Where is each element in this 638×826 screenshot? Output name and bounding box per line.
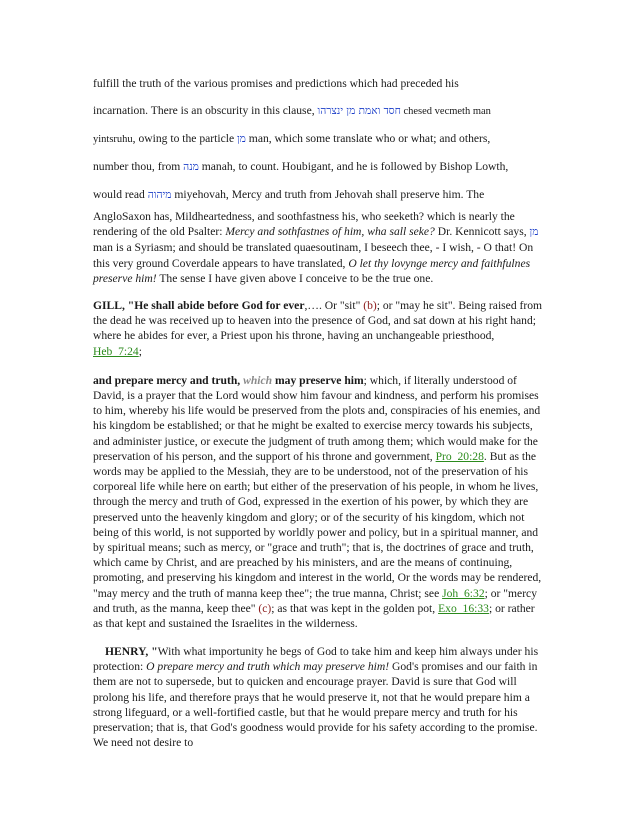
scripture-reference-link[interactable]: Joh_6:32 xyxy=(442,586,485,600)
text-run: Dr. Kennicott says, xyxy=(434,225,530,239)
scripture-reference-link[interactable]: Pro_20:28 xyxy=(435,449,484,463)
commentary-continuation xyxy=(93,70,545,286)
commentator-heading: HENRY, " xyxy=(105,645,158,658)
hebrew-text: מיהוה xyxy=(147,189,172,201)
text-run: ; or "mercy and truth, as the manna, keep thee" xyxy=(93,586,538,615)
text-run: ; which, if literally understood of David, is a prayer that the Lord would show him favour and kindness, and perform his promises to him, whereby his life would be preserved from the plots and, conspiracies of his enemies, and his kingdom be established; or that he might be exalted to exercise mercy towards his subjects, and administer justice, or execute the judgment of truth among them; which would make for the preservation of his person, and the support of his throne and government, xyxy=(93,373,541,463)
bold-phrase: may preserve him xyxy=(272,373,364,387)
text-run: would read xyxy=(93,188,148,201)
paragraph xyxy=(93,644,545,750)
italic-quote: Mercy and sothfastnes of him, wha sall seke? xyxy=(225,225,435,239)
text-run: The sense I have given above I conceive to be the true one. xyxy=(156,271,434,285)
text-run: ; as that was kept in the golden pot, xyxy=(271,601,439,615)
footnote-link[interactable]: (c) xyxy=(258,601,272,615)
text-run: incarnation. There is an obscurity in this clause, xyxy=(93,104,318,117)
text-run: ; or rather as that kept and sustained the Israelites in the wilderness. xyxy=(93,601,535,631)
text-run: With what importunity he begs of God to take him and keep him always under his protection: xyxy=(93,645,539,674)
hebrew-text: מן xyxy=(237,133,246,145)
paragraph-line xyxy=(93,70,545,97)
hebrew-text: חסד ואמת מן ינצרהו xyxy=(317,105,401,117)
hebrew-text: מנה xyxy=(183,161,199,173)
transliteration: chesed vecmeth man xyxy=(400,106,491,117)
text-run: AngloSaxon has, Mildheartedness, and soothfastness his, who seeketh? which is nearly the rendering of the old Psalter: xyxy=(93,210,515,239)
text-run: manah, to count. Houbigant, and he is followed by Bishop Lowth, xyxy=(198,160,509,173)
henry-commentary xyxy=(93,644,545,750)
transliteration: yintsruhu xyxy=(93,134,133,145)
paragraph-line xyxy=(93,153,545,181)
paragraph-line xyxy=(93,125,545,153)
paragraph xyxy=(93,298,545,359)
text-run: number thou, from xyxy=(93,160,184,173)
text-run: , owing to the particle xyxy=(132,132,237,145)
supplied-word: which xyxy=(243,373,273,387)
text-run: . But as the words may be applied to the Messiah, they are to be understood, not of the preservation of his corporeal life while here on earth; but either of the preservation of his people, in whom he lives, through the mercy and truth of God, expressed in the exertion of his power, by which they are preserved unto the heavenly kingdom and glory; or of the security of his kingdom, which not being of this world, is not supported by worldly power and policy, but in a spiritual manner, and by spiritual means; such as mercy, or "grace and truth"; that is, the doctrines of grace and truth, which came by Christ, and are preached by his ministers, and are the means of continuing, promoting, and preserving his kingdom and interest in the world, Or the words may be rendered, "may mercy and the truth of manna keep thee"; the true manna, Christ; see xyxy=(93,449,542,600)
text-run: ; or "may he sit". Being raised from the dead he was received up to heaven into the presence of God, and sat down at his right hand; where he abides for ever, a Priest upon his throne, having an unchangeable priesthood, xyxy=(93,299,543,343)
italic-quote: O prepare mercy and truth which may preserve him! xyxy=(146,660,390,674)
paragraph-line xyxy=(93,181,545,209)
text-line: fulfill the truth of the various promises and predictions which had preceded his xyxy=(93,77,459,90)
paragraph xyxy=(93,209,545,286)
text-run: miyehovah, Mercy and truth from Jehovah shall preserve him. The xyxy=(171,188,485,201)
paragraph xyxy=(93,373,545,631)
text-run: ; xyxy=(138,344,142,358)
text-run: ,…. Or "sit" xyxy=(304,299,364,312)
gill-commentary xyxy=(93,298,545,631)
commentator-heading: GILL, "He shall abide before God for ever xyxy=(93,299,305,312)
text-run: man is a Syriasm; and should be translated quaesoutinam, I beseech thee, - I wish, - O that! On this very ground Coverdale appears to have translated, xyxy=(93,241,534,270)
scripture-reference-link[interactable]: Heb_7:24 xyxy=(93,344,139,358)
text-run: man, which some translate who or what; and others, xyxy=(245,132,491,145)
text-run: God's promises and our faith in them are not to supersede, but to quicken and encourage prayer. David is sure that God will prolong his life, and therefore prays that he would preserve it, not that he would prepare him a strong lifeguard, or a well-fortified castle, but that he would prepare mercy and truth for his preservation; that is, that God's goodness would provide for his safety according to the promise. We need not desire to xyxy=(93,660,538,750)
bold-phrase: and prepare mercy and truth, xyxy=(93,373,244,387)
footnote-link[interactable]: (b) xyxy=(363,299,377,312)
hebrew-text: מן xyxy=(529,226,539,239)
scripture-reference-link[interactable]: Exo_16:33 xyxy=(438,601,489,615)
paragraph-line xyxy=(93,97,545,125)
italic-quote: O let thy lovynge mercy and faithfulnes preserve him! xyxy=(93,256,531,285)
